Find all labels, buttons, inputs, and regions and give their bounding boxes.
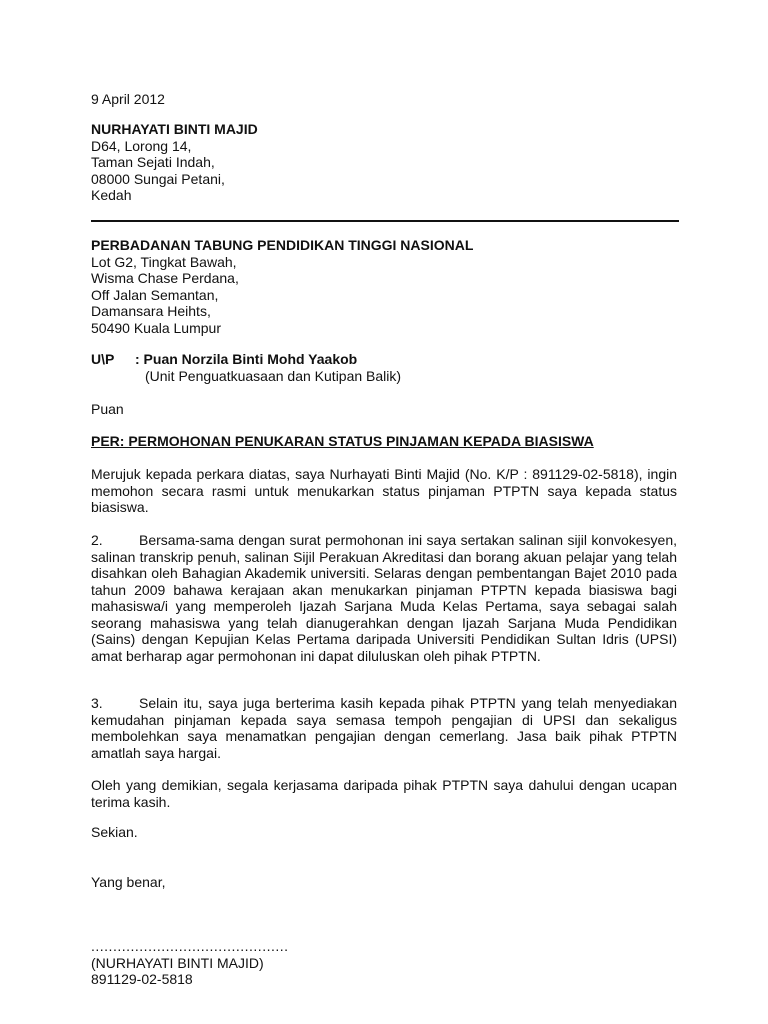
paragraph-4-text: Oleh yang demikian, segala kerjasama daripada pihak PTPTN saya dahului dengan ucapan terima kasih.: [91, 777, 677, 810]
sender-address-line: Taman Sejati Indah,: [91, 154, 215, 170]
closing-sekian: [91, 824, 677, 841]
recipient-address-line: Lot G2, Tingkat Bawah,: [91, 253, 237, 270]
signature-ic: 891129-02-5818: [91, 971, 193, 987]
salutation-block: [91, 401, 677, 418]
sender-address-line: 08000 Sungai Petani,: [91, 170, 225, 187]
signature-block: [91, 938, 677, 988]
subject-block: [91, 433, 677, 450]
attention-unit: (Unit Penguatkuasaan dan Kutipan Balik): [145, 367, 402, 384]
attention-name: : Puan Norzila Binti Mohd Yaakob: [135, 351, 358, 367]
paragraph-2-text: Bersama-sama dengan surat permohonan ini saya sertakan salinan sijil konvokesyen, salinan transkrip penuh, salinan Sijil Perakuan Akreditasi dan borang akuan pelajar yang telah disahkan oleh Bahagian Akademik universiti. Selaras dengan pembentangan Bajet 2010 pada tahun 2009 bahawa kerajaan akan menukarkan pinjaman PTPTN kepada biasiswa bagi mahasiswa/i yang memperoleh Ijazah Sarjana Muda Kelas Pertama, saya sebagai salah seorang mahasiswa yang telah dianugerahkan dengan Ijazah Sarjana Muda Pendidikan (Sains) dengan Kepujian Kelas Pertama daripada Universiti Pendidikan Sultan Idris (UPSI) amat berharap agar permohonan ini dapat diluluskan oleh pihak PTPTN.: [91, 532, 677, 664]
paragraph-4: [91, 777, 677, 810]
signature-name: (NURHAYATI BINTI MAJID): [91, 954, 264, 971]
recipient-address-line: Wisma Chase Perdana,: [91, 270, 239, 286]
closing-sekian-text: Sekian.: [91, 824, 138, 840]
paragraph-3-text: Selain itu, saya juga berterima kasih kepada pihak PTPTN yang telah menyediakan kemudahan pinjaman kepada saya semasa tempoh pengajian di UPSI dan sekaligus membolehkan saya menamatkan pengajian dengan cemerlang. Jasa baik pihak PTPTN amatlah saya hargai.: [91, 695, 677, 761]
attention-label: U\P: [91, 351, 115, 367]
paragraph-2-number: 2.: [91, 532, 103, 548]
paragraph-2: [91, 532, 677, 664]
recipient-address-line: Damansara Heihts,: [91, 303, 211, 319]
closing-yang-benar-text: Yang benar,: [91, 874, 166, 890]
letter-subject: PER: PERMOHONAN PENUKARAN STATUS PINJAMAN KEPADA BIASISWA: [91, 433, 594, 449]
paragraph-3-number: 3.: [91, 695, 103, 711]
recipient-address-line: 50490 Kuala Lumpur: [91, 319, 221, 336]
recipient-name: PERBADANAN TABUNG PENDIDIKAN TINGGI NASIONAL: [91, 237, 474, 253]
salutation: Puan: [91, 401, 124, 417]
paragraph-1-text: Merujuk kepada perkara diatas, saya Nurhayati Binti Majid (No. K/P : 891129-02-5818), ingin memohon secara rasmi untuk menukarkan status pinjaman PTPTN saya kepada status biasiswa.: [91, 466, 677, 515]
signature-line: .............................................: [91, 938, 289, 954]
sender-address-line: Kedah: [91, 187, 132, 203]
sender-block: [91, 121, 677, 204]
recipient-block: [91, 237, 677, 336]
letterhead-divider: [91, 220, 679, 222]
paragraph-3: [91, 695, 677, 761]
attention-block: [91, 351, 677, 384]
date-text: 9 April 2012: [91, 91, 165, 107]
letter-date: [91, 91, 677, 108]
closing-yang-benar: [91, 874, 677, 891]
recipient-address-line: Off Jalan Semantan,: [91, 286, 219, 303]
sender-address-line: D64, Lorong 14,: [91, 137, 192, 154]
sender-name: NURHAYATI BINTI MAJID: [91, 121, 258, 137]
paragraph-1: [91, 466, 677, 516]
